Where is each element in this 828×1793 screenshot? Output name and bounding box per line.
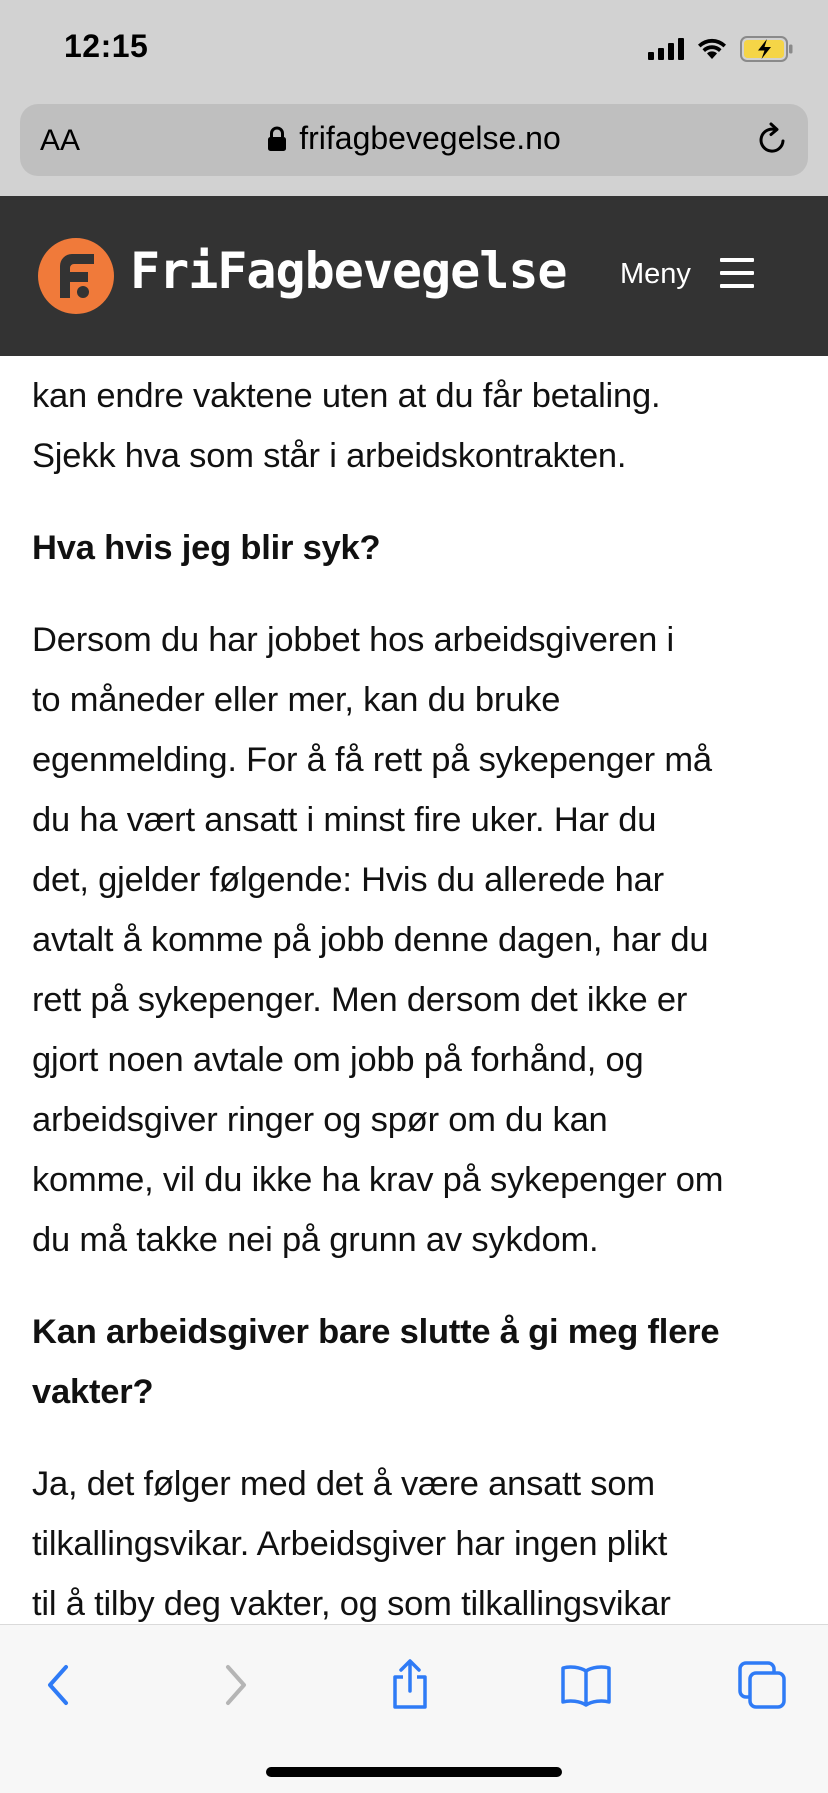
text-line: arbeidsgiver ringer og spør om du kan [32,1101,608,1139]
text-line: Sjekk hva som står i arbeidskontrakten. [32,437,627,475]
article-body [32,340,752,1634]
tabs-button[interactable] [732,1655,792,1715]
safari-top-chrome [0,0,828,196]
text-line: tilkallingsvikar. Arbeidsgiver har ingen plikt [32,1525,668,1563]
share-icon [388,1659,432,1711]
site-header [0,196,828,356]
battery-charging-icon [740,36,794,62]
text-line: du ha vært ansatt i minst fire uker. Har du [32,801,657,839]
forward-button[interactable] [206,1655,266,1715]
text-line: Kan arbeidsgiver bare slutte å gi meg flere [32,1313,720,1351]
text-line: rett på sykepenger. Men dersom det ikke er [32,981,688,1019]
text-line: avtalt å komme på jobb denne dagen, har du [32,921,709,959]
hamburger-menu-icon[interactable] [720,258,754,297]
status-time: 12:15 [64,28,149,64]
text-line: Ja, det følger med det å være ansatt som [32,1465,655,1503]
forward-icon [220,1663,252,1707]
back-icon [42,1663,74,1707]
text-line: to måneder eller mer, kan du bruke [32,681,561,719]
section-paragraph [32,610,752,1270]
back-button[interactable] [28,1655,88,1715]
text-line: det, gjelder følgende: Hvis du allerede har [32,861,664,899]
text-line: egenmelding. For å få rett på sykepenger må [32,741,712,779]
section-heading: Hva hvis jeg blir syk? [32,529,381,567]
intro-paragraph [32,366,752,486]
home-indicator[interactable] [266,1767,562,1777]
url-text: frifagbevegelse.no [299,120,561,156]
section-heading [32,1302,752,1422]
address-bar[interactable] [20,104,808,176]
bookmarks-icon [560,1663,612,1707]
text-line: kan endre vaktene uten at du får betaling. [32,377,661,415]
menu-label[interactable]: Meny [620,258,691,290]
lock-icon [267,126,287,152]
text-line: du må takke nei på grunn av sykdom. [32,1221,599,1259]
reload-icon[interactable] [752,120,792,160]
text-line: gjort noen avtale om jobb på forhånd, og [32,1041,644,1079]
cellular-signal-icon [648,38,684,60]
site-brand[interactable]: FriFagbevegelse [130,242,567,300]
text-line: komme, vil du ikke ha krav på sykepenger om [32,1161,724,1199]
text-size-button[interactable]: AA [40,124,81,157]
frifagbevegelse-logo-icon[interactable] [38,238,114,314]
url-field[interactable] [20,120,808,157]
section-paragraph [32,1454,752,1634]
text-line: Dersom du har jobbet hos arbeidsgiveren i [32,621,674,659]
text-line: til å tilby deg vakter, og som tilkallingsvikar [32,1585,671,1623]
bookmarks-button[interactable] [556,1655,616,1715]
share-button[interactable] [380,1655,440,1715]
wifi-icon [696,37,728,61]
status-icons [648,34,794,64]
text-line: vakter? [32,1373,154,1411]
tabs-icon [737,1660,787,1710]
